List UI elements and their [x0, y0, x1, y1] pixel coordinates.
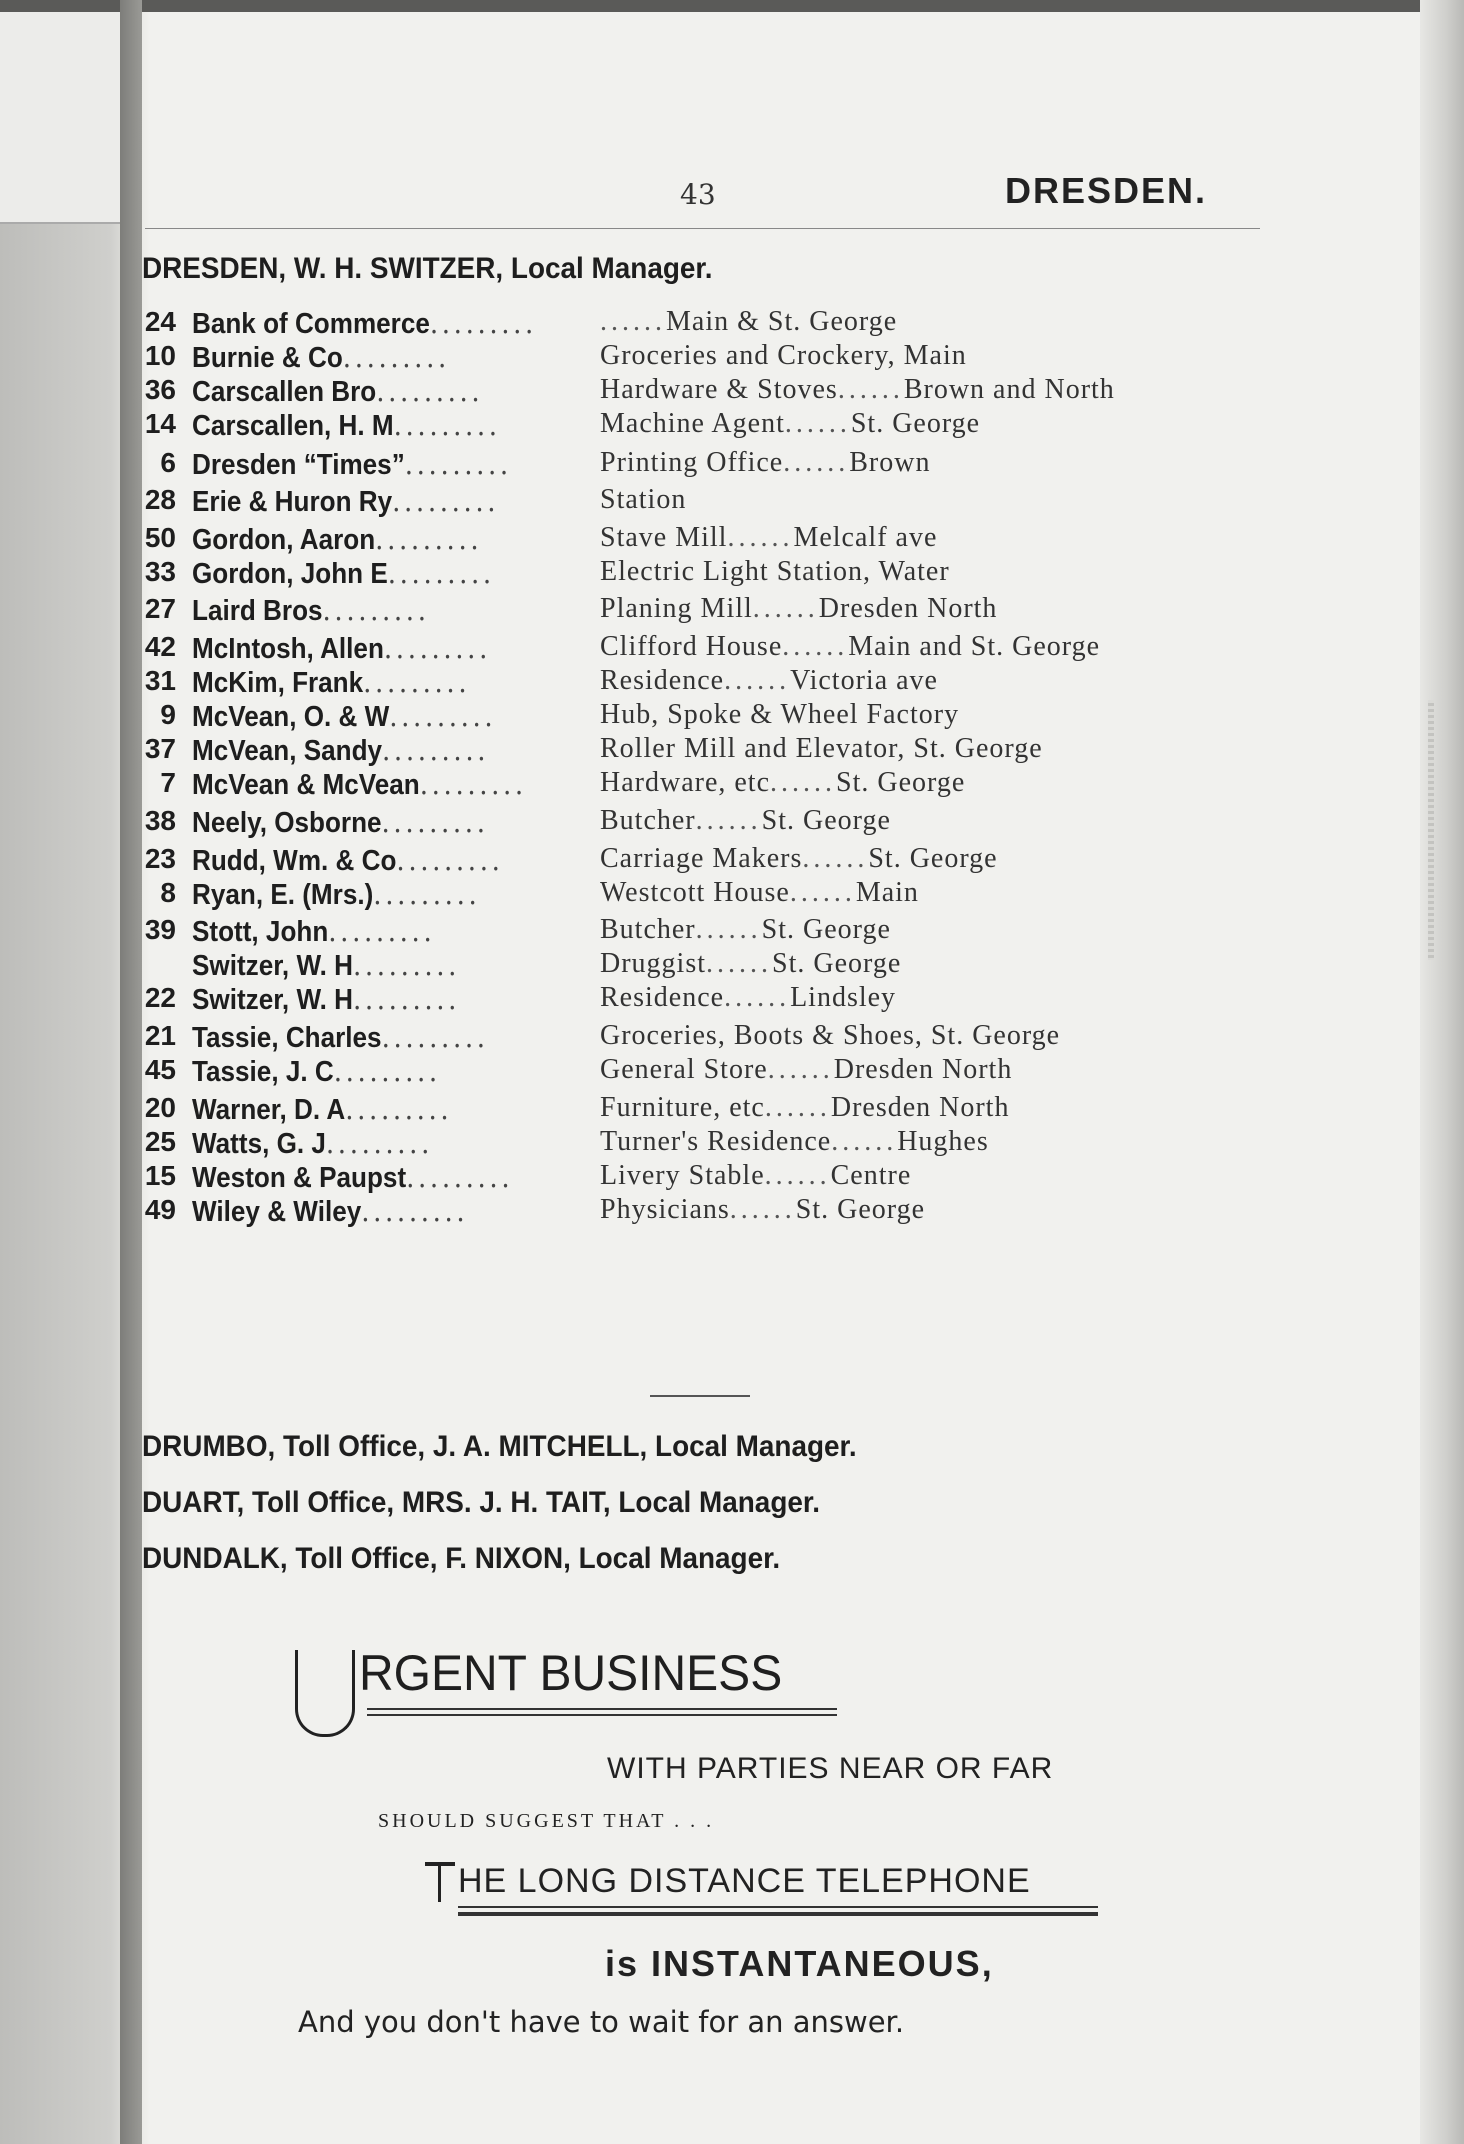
entry-name-text: Erie & Huron Ry	[192, 486, 393, 518]
directory-entry	[140, 665, 1280, 701]
directory-entry	[140, 733, 1280, 769]
entry-description-text: Furniture, etc	[600, 1092, 765, 1123]
book-gutter	[120, 0, 142, 2144]
entry-name	[192, 1126, 433, 1161]
entry-description-text: Electric Light Station, Water	[600, 556, 950, 587]
advert-initial-t-stem	[438, 1862, 441, 1902]
leader-dots: .........	[381, 805, 489, 839]
entry-number: 9	[160, 699, 176, 730]
advert-instantaneous: is INSTANTANEOUS,	[605, 1943, 994, 1984]
entry-name-text: Carscallen, H. M	[192, 410, 394, 442]
leader-dots: .........	[361, 1194, 469, 1228]
entry-description-text: Hardware, etc	[600, 767, 771, 798]
entry-name-text: Rudd, Wm. & Co	[192, 845, 397, 877]
entry-description-text: Livery Stable	[600, 1160, 765, 1191]
entry-description	[600, 631, 1100, 663]
leader-dots: ......	[724, 982, 791, 1013]
leader-dots: .........	[393, 408, 501, 442]
entry-name	[192, 948, 460, 983]
entry-location: Hughes	[897, 1126, 989, 1157]
entry-description-text: Butcher	[600, 805, 696, 836]
entry-name-text: Gordon, John E	[192, 558, 388, 590]
leader-dots: .........	[373, 877, 481, 911]
entry-number: 7	[160, 767, 176, 798]
leader-dots: .........	[342, 340, 450, 374]
entry-number: 8	[160, 877, 176, 908]
entry-number: 28	[144, 484, 176, 515]
leader-dots: .........	[352, 982, 461, 1016]
page-edge-texture	[1428, 700, 1434, 960]
entry-number: 23	[144, 843, 176, 874]
entry-name-text: Stott, John	[192, 916, 329, 948]
entry-description	[600, 1020, 1060, 1052]
entry-description	[600, 306, 897, 338]
entry-name-text: McVean, Sandy	[192, 735, 383, 767]
leader-dots: .........	[387, 556, 495, 590]
entry-location: St. George	[850, 408, 981, 439]
directory-entry	[140, 1126, 1280, 1162]
advert-initial-u	[295, 1650, 355, 1737]
entry-name	[192, 556, 495, 591]
leader-dots: .........	[392, 484, 500, 518]
entry-number: 20	[144, 1092, 176, 1123]
entry-number: 31	[144, 665, 176, 696]
entry-description-text: Machine Agent	[600, 408, 785, 439]
entry-description	[600, 733, 1043, 765]
entry-description	[600, 408, 980, 440]
entry-name	[192, 805, 489, 840]
leader-dots: .........	[381, 1020, 489, 1054]
leader-dots: ......	[764, 1092, 831, 1123]
entry-name-text: Switzer, W. H	[192, 950, 353, 982]
entry-number: 49	[144, 1194, 176, 1225]
entry-number: 36	[144, 374, 176, 405]
entry-location: Brown	[849, 447, 931, 478]
entry-description-text: Groceries and Crockery, Main	[600, 340, 967, 371]
leader-dots: .........	[429, 306, 537, 340]
entry-description-text: Hub, Spoke & Wheel Factory	[600, 699, 960, 730]
entry-location: Centre	[830, 1160, 912, 1191]
leader-dots: .........	[352, 948, 461, 982]
entry-description	[600, 556, 950, 588]
advert-answer: And you don't have to wait for an answer.	[298, 2005, 905, 2039]
facing-page-edge	[0, 12, 120, 224]
dundalk-heading: DUNDALK, Toll Office, F. NIXON, Local Manager.	[142, 1542, 781, 1575]
entry-description	[600, 593, 997, 625]
leader-dots: .........	[383, 631, 491, 665]
entry-number: 42	[144, 631, 176, 662]
entry-name-text: McVean & McVean	[192, 769, 420, 801]
entry-name	[192, 982, 460, 1017]
entry-description	[600, 767, 965, 799]
leader-dots: ......	[789, 877, 856, 908]
advert-rule	[458, 1906, 1098, 1908]
leader-dots: .........	[382, 733, 490, 767]
entry-description-text: Physicians	[600, 1194, 730, 1225]
scan-top-edge	[0, 0, 1464, 12]
entry-name	[192, 733, 489, 768]
leader-dots: ......	[767, 1054, 834, 1085]
entry-name	[192, 484, 499, 519]
entry-number: 33	[144, 556, 176, 587]
page-number: 43	[680, 178, 716, 211]
leader-dots: ......	[831, 1126, 898, 1157]
entry-location: Victoria ave	[790, 665, 938, 696]
leader-dots: .........	[325, 1126, 433, 1160]
entry-number: 37	[144, 733, 176, 764]
entry-description	[600, 665, 938, 697]
entry-name-text: McVean, O. & W	[192, 701, 390, 733]
directory-entry	[140, 877, 1280, 913]
entry-description-text: General Store	[600, 1054, 768, 1085]
entry-name	[192, 1194, 468, 1229]
entry-number: 39	[144, 914, 176, 945]
entry-number: 27	[144, 593, 176, 624]
entry-number: 6	[160, 447, 176, 478]
entry-location: Dresden North	[830, 1092, 1010, 1123]
leader-dots: .........	[345, 1092, 453, 1126]
leader-dots: .........	[375, 522, 483, 556]
entry-name-text: Dresden “Times”	[192, 449, 405, 481]
entry-name-text: McIntosh, Allen	[192, 633, 384, 665]
entry-description	[600, 1160, 911, 1192]
entry-number: 14	[144, 408, 176, 439]
entry-description-text: Residence	[600, 982, 725, 1013]
directory-entry	[140, 914, 1280, 950]
directory-entry	[140, 593, 1280, 629]
advert-rule	[367, 1708, 837, 1710]
entry-description-text: Groceries, Boots & Shoes, St. George	[600, 1020, 1061, 1051]
entry-location: St. George	[868, 843, 998, 874]
entry-description	[600, 843, 998, 875]
leader-dots: .........	[404, 447, 512, 481]
directory-entry	[140, 948, 1280, 984]
directory-entry	[140, 340, 1280, 376]
entry-name-text: Neely, Osborne	[192, 807, 382, 839]
leader-dots: ......	[695, 805, 762, 836]
entry-name	[192, 877, 480, 912]
directory-entry	[140, 556, 1280, 592]
entry-name-text: Tassie, J. C	[192, 1056, 334, 1088]
entry-number: 45	[144, 1054, 176, 1085]
entry-number: 50	[144, 522, 176, 553]
directory-entry	[140, 982, 1280, 1018]
entry-name-text: Tassie, Charles	[192, 1022, 382, 1054]
entry-number: 22	[144, 982, 176, 1013]
entry-description-text: Stave Mill	[600, 522, 728, 553]
entry-location: St. George	[761, 914, 891, 945]
entry-description	[600, 914, 891, 946]
directory-entry	[140, 1054, 1280, 1090]
advert-urgent-text: RGENT BUSINESS	[359, 1645, 783, 1701]
directory-entry	[140, 631, 1280, 667]
leader-dots: ......	[784, 408, 851, 439]
advert-telephone: HE LONG DISTANCE TELEPHONE	[458, 1862, 1031, 1900]
entry-name	[192, 408, 501, 443]
drumbo-heading: DRUMBO, Toll Office, J. A. MITCHELL, Local Manager.	[142, 1430, 857, 1463]
entry-number: 15	[144, 1160, 176, 1191]
entry-description	[600, 1194, 925, 1226]
running-head: DRESDEN.	[1005, 170, 1208, 211]
leader-dots: .........	[322, 593, 430, 627]
leader-dots: .........	[406, 1160, 514, 1194]
entry-name-text: Burnie & Co	[192, 342, 343, 374]
duart-heading: DUART, Toll Office, MRS. J. H. TAIT, Local Manager.	[142, 1486, 820, 1519]
entry-name	[192, 522, 482, 557]
entry-location: Brown and North	[903, 374, 1115, 405]
entry-description	[600, 1092, 1009, 1124]
entry-location: Dresden North	[833, 1054, 1013, 1085]
entry-name-text: Switzer, W. H	[192, 984, 353, 1016]
directory-entry	[140, 843, 1280, 879]
advert-rule	[458, 1912, 1098, 1916]
section-divider	[650, 1395, 750, 1397]
entry-name-text: Wiley & Wiley	[192, 1196, 362, 1228]
dresden-heading: DRESDEN, W. H. SWITZER, Local Manager.	[142, 252, 713, 285]
entry-description-text: Printing Office	[600, 447, 784, 478]
entry-description-text: Planing Mill	[600, 593, 753, 624]
entry-description	[600, 699, 959, 731]
leader-dots: ......	[837, 374, 904, 405]
leader-dots: ......	[802, 843, 869, 874]
entry-location: Main	[855, 877, 919, 908]
entry-description	[600, 484, 686, 516]
leader-dots: ......	[727, 522, 794, 553]
leader-dots: ......	[729, 1194, 796, 1225]
entry-name	[192, 914, 435, 949]
directory-entry	[140, 484, 1280, 520]
advert-with-parties: WITH PARTIES NEAR OR FAR	[607, 1752, 1054, 1785]
directory-entry	[140, 1020, 1280, 1056]
entry-description	[600, 1054, 1012, 1086]
page-right-edge	[1420, 0, 1464, 2144]
entry-number: 38	[144, 805, 176, 836]
entry-number: 24	[144, 306, 176, 337]
entry-location: Main & St. George	[666, 306, 898, 337]
entry-description-text: Hardware & Stoves	[600, 374, 838, 405]
entry-location: St. George	[836, 767, 966, 798]
entry-name	[192, 447, 512, 482]
entry-name	[192, 1054, 441, 1089]
directory-entry	[140, 1194, 1280, 1230]
entry-location: St. George	[761, 805, 891, 836]
header-rule	[145, 228, 1260, 229]
leader-dots: .........	[419, 767, 527, 801]
entry-description	[600, 877, 919, 909]
entry-description-text: Turner's Residence	[600, 1126, 832, 1157]
entry-description	[600, 374, 1115, 406]
entry-description-text: Druggist	[600, 948, 706, 979]
directory-entry	[140, 374, 1280, 410]
leader-dots: ......	[706, 948, 772, 979]
directory-entry	[140, 1092, 1280, 1128]
entry-description	[600, 340, 967, 372]
leader-dots: .........	[363, 665, 471, 699]
entry-description	[600, 1126, 989, 1158]
leader-dots: ......	[724, 665, 791, 696]
leader-dots: ......	[695, 914, 762, 945]
entry-name	[192, 1160, 513, 1195]
entry-name	[192, 306, 537, 341]
entry-description-text: Roller Mill and Elevator, St. George	[600, 733, 1043, 764]
entry-name-text: Ryan, E. (Mrs.)	[192, 879, 374, 911]
entry-description	[600, 982, 896, 1014]
directory-entry	[140, 805, 1280, 841]
entry-name	[192, 843, 503, 878]
entry-name-text: Laird Bros	[192, 595, 323, 627]
entry-description	[600, 447, 930, 479]
advert-rule	[367, 1714, 837, 1716]
entry-description-text: Clifford House	[600, 631, 783, 662]
leader-dots: .........	[333, 1054, 441, 1088]
entry-name	[192, 665, 470, 700]
entry-location: St. George	[772, 948, 902, 979]
entry-location: Melcalf ave	[793, 522, 938, 553]
leader-dots: .........	[389, 699, 497, 733]
entry-location: Lindsley	[790, 982, 897, 1013]
entry-name	[192, 1092, 452, 1127]
entry-name-text: Warner, D. A	[192, 1094, 346, 1126]
entry-location: Main and St. George	[848, 631, 1101, 662]
leader-dots: ......	[783, 447, 850, 478]
entry-name	[192, 340, 450, 375]
entry-description-text: Butcher	[600, 914, 696, 945]
entry-number: 21	[144, 1020, 176, 1051]
directory-entry	[140, 699, 1280, 735]
entry-name-text: Gordon, Aaron	[192, 524, 376, 556]
leader-dots: ......	[770, 767, 837, 798]
entry-name	[192, 1020, 489, 1055]
entry-number: 10	[144, 340, 176, 371]
entry-description	[600, 948, 901, 980]
entry-name-text: Weston & Paupst	[192, 1162, 407, 1194]
leader-dots: ......	[764, 1160, 831, 1191]
directory-entry	[140, 306, 1280, 342]
entry-description-text: Station	[600, 484, 687, 515]
entry-name	[192, 767, 527, 802]
entry-description-text: Carriage Makers	[600, 843, 803, 874]
leader-dots: ......	[752, 593, 819, 624]
leader-dots: .........	[328, 914, 436, 948]
directory-entry	[140, 447, 1280, 483]
leader-dots: ......	[600, 306, 666, 337]
entry-name	[192, 699, 496, 734]
entry-description	[600, 522, 937, 554]
leader-dots: .........	[396, 843, 504, 877]
entry-name-text: Bank of Commerce	[192, 308, 430, 340]
directory-entry	[140, 1160, 1280, 1196]
advert-should-suggest: SHOULD SUGGEST THAT . . .	[378, 1810, 715, 1832]
entry-name	[192, 593, 430, 628]
entry-description-text: Residence	[600, 665, 725, 696]
entry-name-text: McKim, Frank	[192, 667, 364, 699]
leader-dots: .........	[376, 374, 484, 408]
entry-description-text: Westcott House	[600, 877, 790, 908]
entry-number: 25	[144, 1126, 176, 1157]
entry-location: St. George	[795, 1194, 926, 1225]
entry-name-text: Watts, G. J	[192, 1128, 326, 1160]
directory-entry	[140, 767, 1280, 803]
leader-dots: ......	[782, 631, 849, 662]
directory-entry	[140, 408, 1280, 444]
entry-name	[192, 374, 483, 409]
entry-description	[600, 805, 891, 837]
directory-entry	[140, 522, 1280, 558]
entry-name	[192, 631, 491, 666]
entry-location: Dresden North	[818, 593, 998, 624]
entry-name-text: Carscallen Bro	[192, 376, 377, 408]
